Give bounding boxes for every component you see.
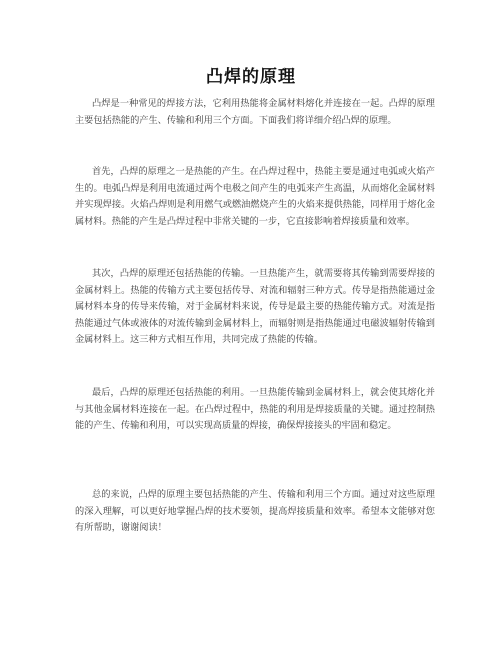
paragraph-conclusion: 总的来说，凸焊的原理主要包括热能的产生、传输和利用三个方面。通过对这些原理的深入理解，可以更好地掌握凸焊的技术要领，提高焊接质量和效率。希望本文能够对您有所帮助，谢谢阅读！ <box>75 489 435 534</box>
document-title: 凸焊的原理 <box>206 67 296 87</box>
paragraph-intro: 凸焊是一种常见的焊接方法，它利用热能将金属材料熔化并连接在一起。凸焊的原理主要包括热能的产生、传输和利用三个方面。下面我们将详细介绍凸焊的原理。 <box>75 98 435 126</box>
paragraph-heat-transfer: 其次，凸焊的原理还包括热能的传输。一旦热能产生，就需要将其传输到需要焊接的金属材料上。热能的传输方式主要包括传导、对流和辐射三种方式。传导是指热能通过金属材料本身的传导来传输，对于金属材料来说，传导是最主要的热能传输方式。对流是指热能通过气体或液体的对流传输到金属材料上，而辐射则是指热能通过电磁波辐射传输到金属材料上。这三种方式相互作用，共同完成了热能的传输。 <box>75 268 435 346</box>
paragraph-heat-utilization: 最后，凸焊的原理还包括热能的利用。一旦热能传输到金属材料上，就会使其熔化并与其他金属材料连接在一起。在凸焊过程中，热能的利用是焊接质量的关键。通过控制热能的产生、传输和利用，可以实现高质量的焊接，确保焊接接头的牢固和稳定。 <box>75 387 435 432</box>
paragraph-heat-generation: 首先，凸焊的原理之一是热能的产生。在凸焊过程中，热能主要是通过电弧或火焰产生的。电弧凸焊是利用电流通过两个电极之间产生的电弧来产生高温，从而熔化金属材料并实现焊接。火焰凸焊则是利用燃气或燃油燃烧产生的火焰来提供热能，同样用于熔化金属材料。热能的产生是凸焊过程中非常关键的一步，它直接影响着焊接质量和效率。 <box>75 166 435 227</box>
